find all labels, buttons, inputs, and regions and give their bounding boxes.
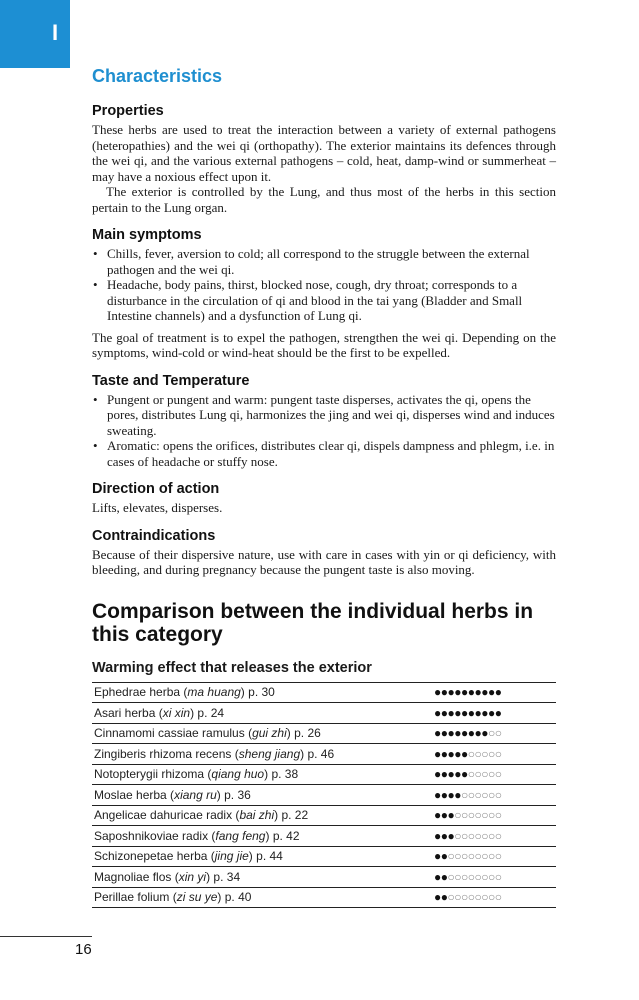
herb-page-ref: p. 38	[271, 767, 299, 782]
contraindications-paragraph: Because of their dispersive nature, use with care in cases with yin or qi deficiency, with bleeding, and during pregnancy because the pungent taste is also moving.	[92, 546, 556, 577]
rating-dot-empty: ○	[461, 808, 468, 823]
herb-pinyin: ma huang	[187, 685, 241, 700]
rating-dot-filled: ●	[434, 767, 441, 782]
herb-page-ref: p. 40	[224, 890, 252, 905]
rating-dot-empty: ○	[488, 726, 495, 741]
rating-dot-filled: ●	[454, 746, 461, 761]
herb-name-cell: Zingiberis rhizoma recens (sheng jiang) p. 46	[94, 746, 335, 761]
rating-dot-empty: ○	[481, 849, 488, 864]
rating-dot-empty: ○	[488, 767, 495, 782]
rating-dot-empty: ○	[474, 890, 482, 905]
rating-dot-empty: ○	[481, 767, 488, 782]
page-number: 16	[75, 941, 92, 958]
list-item: • Headache, body pains, thirst, blocked nose, cough, dry throat; corresponds to a disturbance in the circulation of qi and blood in the tai yang (Bladder and Small Intestine channels) and a dysfunction of Lung qi.	[92, 277, 556, 324]
list-item: • Pungent or pungent and warm: pungent taste disperses, activates the qi, opens the pores, distributes Lung qi, harmonizes the jing and wei qi, disperses wind and induces sweating.	[92, 392, 556, 439]
rating-dot-empty: ○	[494, 767, 502, 782]
herb-page-ref: p. 30	[248, 685, 275, 700]
herb-name-cell: Moslae herba (xiang ru) p. 36	[94, 787, 251, 802]
rating-dot-filled: ●	[440, 726, 448, 741]
rating-dot-empty: ○	[474, 869, 482, 884]
herb-page-ref: p. 24	[197, 705, 225, 720]
rating-dot-empty: ○	[454, 849, 461, 864]
rating-dot-filled: ●	[488, 685, 495, 700]
warming-rating	[432, 785, 556, 806]
rating-dot-empty: ○	[461, 869, 468, 884]
rating-dot-filled: ●	[481, 726, 488, 741]
herb-pinyin: bai zhi	[239, 808, 275, 823]
rating-dot-filled: ●	[481, 685, 488, 700]
rating-dot-empty: ○	[488, 890, 495, 905]
rating-dot-empty: ○	[481, 828, 488, 843]
rating-dot-filled: ●	[447, 787, 455, 802]
warming-rating	[432, 805, 556, 826]
herb-name: Perillae folium	[94, 890, 170, 905]
rating-dot-empty: ○	[467, 808, 475, 823]
rating-dot-empty: ○	[467, 869, 475, 884]
rating-dot-empty: ○	[454, 869, 461, 884]
herb-pinyin: xiang ru	[174, 787, 217, 802]
direction-paragraph: Lifts, elevates, disperses.	[92, 500, 223, 515]
rating-dot-filled: ●	[440, 787, 448, 802]
rating-dot-empty: ○	[461, 828, 468, 843]
table-row	[92, 764, 556, 785]
taste-heading: Taste and Temperature	[92, 372, 250, 389]
herbs-table	[92, 682, 556, 909]
rating-dot-filled: ●	[454, 726, 461, 741]
comparison-title: Comparison between the individual herbs in this category	[92, 599, 534, 646]
herb-name: Schizonepetae herba	[94, 849, 208, 864]
rating-dot-empty: ○	[447, 849, 455, 864]
rating-dot-empty: ○	[481, 808, 488, 823]
herb-pinyin: gui zhi	[252, 726, 287, 741]
main-symptoms-list	[92, 246, 556, 324]
table-row	[92, 723, 556, 744]
rating-dot-empty: ○	[488, 849, 495, 864]
herb-pinyin: jing jie	[214, 849, 249, 864]
rating-dot-filled: ●	[467, 726, 475, 741]
rating-dot-empty: ○	[467, 890, 475, 905]
table-row	[92, 682, 556, 703]
herb-name: Saposhnikoviae radix	[94, 828, 209, 843]
rating-dot-empty: ○	[494, 726, 502, 741]
herb-pinyin: sheng jiang	[238, 746, 301, 761]
herb-name-cell: Cinnamomi cassiae ramulus (gui zhi) p. 26	[94, 726, 321, 741]
rating-dot-empty: ○	[494, 808, 502, 823]
rating-dot-empty: ○	[454, 808, 461, 823]
herb-name: Moslae herba	[94, 787, 167, 802]
rating-dot-filled: ●	[440, 869, 448, 884]
page-content	[92, 66, 556, 908]
table-row	[92, 744, 556, 765]
rating-dot-empty: ○	[481, 869, 488, 884]
rating-dot-filled: ●	[434, 746, 441, 761]
footer-rule	[0, 936, 92, 937]
warming-rating	[432, 764, 556, 785]
rating-dot-filled: ●	[440, 828, 448, 843]
rating-dot-filled: ●	[488, 705, 495, 720]
rating-dot-filled: ●	[440, 890, 448, 905]
warming-rating	[432, 723, 556, 744]
herb-name-cell: Notopterygii rhizoma (qiang huo) p. 38	[94, 767, 299, 782]
rating-dot-filled: ●	[434, 828, 441, 843]
rating-dot-empty: ○	[454, 890, 461, 905]
rating-dot-empty: ○	[494, 890, 502, 905]
warming-rating	[432, 744, 556, 765]
herb-page-ref: p. 22	[281, 808, 309, 823]
rating-dot-empty: ○	[447, 869, 455, 884]
herb-pinyin: xin yi	[178, 869, 207, 884]
rating-dot-filled: ●	[474, 685, 482, 700]
rating-dot-empty: ○	[474, 828, 482, 843]
rating-dot-empty: ○	[494, 787, 502, 802]
table-row	[92, 867, 556, 888]
rating-dot-filled: ●	[440, 746, 448, 761]
main-symptoms-heading: Main symptoms	[92, 227, 202, 243]
herb-pinyin: fang feng	[215, 828, 266, 843]
chapter-tab	[0, 0, 70, 68]
rating-dot-filled: ●	[434, 726, 441, 741]
properties-paragraph-2: The exterior is controlled by the Lung, and thus most of the herbs in this section pertain to the Lung organ.	[92, 184, 556, 215]
rating-dot-empty: ○	[481, 746, 488, 761]
rating-dot-empty: ○	[488, 828, 495, 843]
rating-dot-filled: ●	[434, 869, 441, 884]
rating-dot-filled: ●	[447, 726, 455, 741]
herb-pinyin: qiang huo	[211, 767, 265, 782]
rating-dot-filled: ●	[434, 890, 441, 905]
rating-dot-empty: ○	[474, 767, 482, 782]
rating-dot-empty: ○	[461, 787, 468, 802]
rating-dot-filled: ●	[447, 746, 455, 761]
herb-name-cell: Saposhnikoviae radix (fang feng) p. 42	[94, 828, 300, 843]
warming-rating	[432, 703, 556, 724]
rating-dot-filled: ●	[447, 705, 455, 720]
herb-page-ref: p. 42	[272, 828, 300, 843]
rating-dot-empty: ○	[474, 746, 482, 761]
table-row	[92, 846, 556, 867]
warming-rating	[432, 682, 556, 703]
rating-dot-empty: ○	[474, 787, 482, 802]
rating-dot-filled: ●	[474, 726, 482, 741]
section-title: Characteristics	[92, 66, 223, 86]
rating-dot-empty: ○	[467, 849, 475, 864]
rating-dot-filled: ●	[440, 767, 448, 782]
herb-page-ref: p. 46	[307, 746, 335, 761]
herb-name: Ephedrae herba	[94, 685, 181, 700]
rating-dot-filled: ●	[481, 705, 488, 720]
properties-heading: Properties	[92, 103, 164, 119]
table-row	[92, 826, 556, 847]
herb-name: Cinnamomi cassiae ramulus	[94, 726, 245, 741]
rating-dot-filled: ●	[434, 787, 441, 802]
rating-dot-empty: ○	[494, 828, 502, 843]
list-item: • Chills, fever, aversion to cold; all correspond to the struggle between the external pathogen and the wei qi.	[92, 246, 556, 277]
properties-paragraph-1: These herbs are used to treat the interaction between a variety of external pathogens (heteropathies) and the wei qi (orthopathy). The exterior maintains its defences through the wei qi, and the various external pathogens – cold, heat, damp-wind or summerheat – may have a noxious effect upon it.	[92, 122, 556, 184]
herb-name-cell: Perillae folium (zi su ye) p. 40	[94, 890, 252, 905]
rating-dot-filled: ●	[434, 705, 441, 720]
herb-name-cell: Magnoliae flos (xin yi) p. 34	[94, 869, 241, 884]
herb-page-ref: p. 34	[213, 869, 241, 884]
rating-dot-filled: ●	[434, 808, 441, 823]
herb-page-ref: p. 36	[224, 787, 251, 802]
rating-dot-filled: ●	[440, 808, 448, 823]
taste-list	[92, 392, 556, 470]
rating-dot-filled: ●	[461, 726, 468, 741]
rating-dot-filled: ●	[447, 828, 455, 843]
herb-pinyin: zi su ye	[176, 890, 218, 905]
herb-name-cell: Angelicae dahuricae radix (bai zhi) p. 22	[94, 808, 309, 823]
rating-dot-empty: ○	[481, 787, 488, 802]
herb-name: Zingiberis rhizoma recens	[94, 746, 232, 761]
rating-dot-filled: ●	[447, 808, 455, 823]
table-title: Warming effect that releases the exterior	[92, 659, 372, 676]
rating-dot-empty: ○	[467, 746, 475, 761]
table-row	[92, 887, 556, 908]
rating-dot-filled: ●	[467, 705, 475, 720]
rating-dot-empty: ○	[474, 808, 482, 823]
rating-dot-filled: ●	[434, 685, 441, 700]
rating-dot-filled: ●	[494, 685, 502, 700]
herb-name: Asari herba	[94, 705, 156, 720]
herb-page-ref: p. 44	[256, 849, 283, 864]
rating-dot-empty: ○	[488, 808, 495, 823]
rating-dot-empty: ○	[481, 890, 488, 905]
rating-dot-filled: ●	[454, 705, 461, 720]
warming-rating	[432, 887, 556, 908]
rating-dot-filled: ●	[461, 685, 468, 700]
rating-dot-filled: ●	[454, 685, 461, 700]
herb-name: Notopterygii rhizoma	[94, 767, 205, 782]
rating-dot-filled: ●	[440, 685, 448, 700]
list-item: • Aromatic: opens the orifices, distributes clear qi, dispels dampness and phlegm, i.e. in cases of headache or stuffy nose.	[92, 438, 556, 469]
rating-dot-empty: ○	[467, 767, 475, 782]
rating-dot-filled: ●	[440, 849, 448, 864]
contraindications-heading: Contraindications	[92, 527, 216, 544]
rating-dot-filled: ●	[461, 746, 468, 761]
rating-dot-empty: ○	[467, 787, 475, 802]
rating-dot-empty: ○	[461, 890, 468, 905]
rating-dot-empty: ○	[474, 849, 482, 864]
treatment-goal-paragraph: The goal of treatment is to expel the pathogen, strengthen the wei qi. Depending on the symptoms, wind-cold or wind-heat should be the first to be expelled.	[92, 329, 556, 360]
chapter-tab-label: I	[52, 20, 59, 45]
warming-rating	[432, 826, 556, 847]
rating-dot-filled: ●	[461, 767, 468, 782]
table-row	[92, 805, 556, 826]
rating-dot-filled: ●	[494, 705, 502, 720]
herb-name-cell: Ephedrae herba (ma huang) p. 30	[94, 685, 275, 700]
rating-dot-filled: ●	[454, 787, 461, 802]
herb-page-ref: p. 26	[294, 726, 321, 741]
herb-name-cell: Schizonepetae herba (jing jie) p. 44	[94, 849, 283, 864]
rating-dot-empty: ○	[494, 869, 502, 884]
herb-name-cell: Asari herba (xi xin) p. 24	[94, 705, 225, 720]
rating-dot-filled: ●	[474, 705, 482, 720]
rating-dot-empty: ○	[467, 828, 475, 843]
herb-name: Magnoliae flos	[94, 869, 172, 884]
herb-name: Angelicae dahuricae radix	[94, 808, 233, 823]
herb-pinyin: xi xin	[162, 705, 191, 720]
rating-dot-filled: ●	[447, 685, 455, 700]
rating-dot-empty: ○	[488, 746, 495, 761]
rating-dot-filled: ●	[454, 767, 461, 782]
rating-dot-filled: ●	[434, 849, 441, 864]
rating-dot-filled: ●	[447, 767, 455, 782]
rating-dot-empty: ○	[488, 787, 495, 802]
warming-rating	[432, 867, 556, 888]
direction-heading: Direction of action	[92, 481, 220, 497]
rating-dot-empty: ○	[494, 746, 502, 761]
rating-dot-empty: ○	[461, 849, 468, 864]
rating-dot-empty: ○	[447, 890, 455, 905]
rating-dot-empty: ○	[488, 869, 495, 884]
rating-dot-filled: ●	[440, 705, 448, 720]
warming-rating	[432, 846, 556, 867]
rating-dot-filled: ●	[461, 705, 468, 720]
rating-dot-empty: ○	[494, 849, 502, 864]
table-row	[92, 785, 556, 806]
rating-dot-empty: ○	[454, 828, 461, 843]
table-row	[92, 703, 556, 724]
rating-dot-filled: ●	[467, 685, 475, 700]
